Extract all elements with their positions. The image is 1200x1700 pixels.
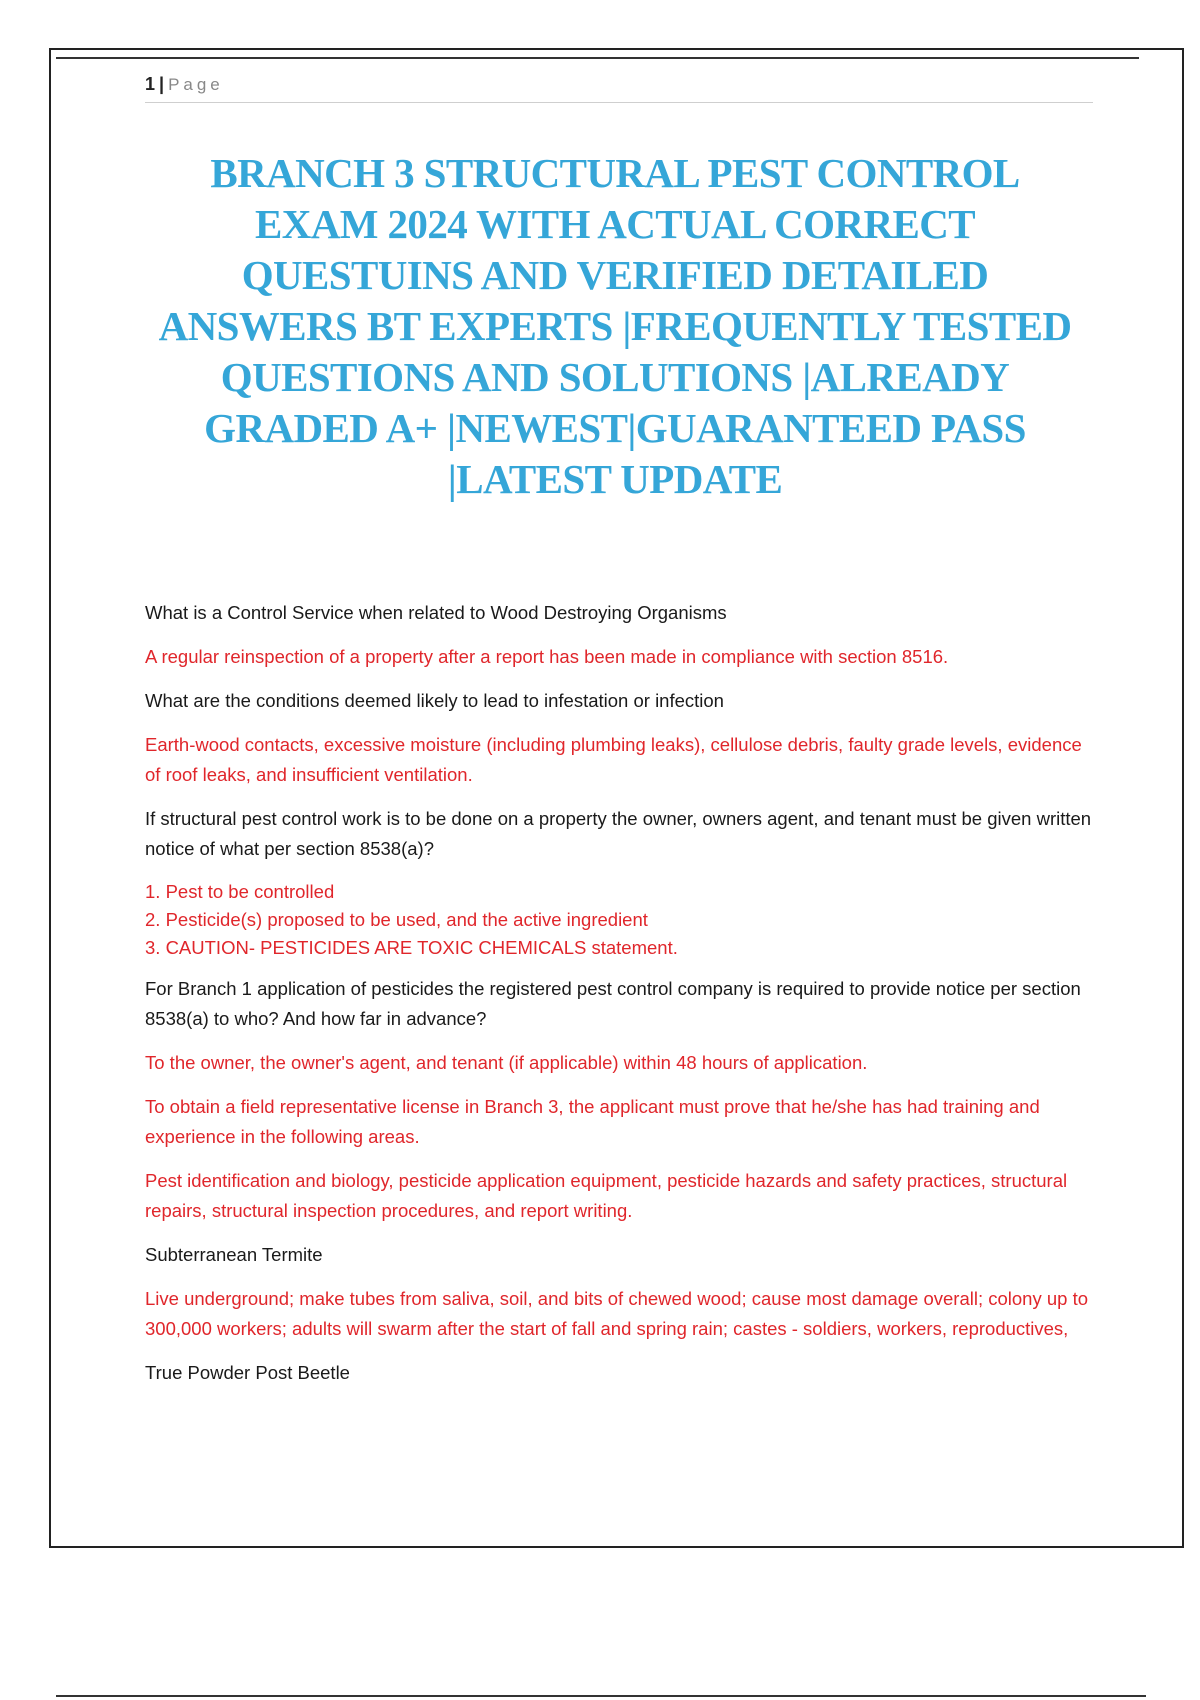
answer: Live underground; make tubes from saliva, soil, and bits of chewed wood; cause most damage overall; colony up to 300,000 workers; adults will swarm after the start of fall and spring rain; castes - soldiers, workers, reproductives, <box>145 1288 1088 1339</box>
question: Subterranean Termite <box>145 1244 323 1265</box>
page-label: Page <box>168 75 224 94</box>
qa-content <box>145 598 1095 1402</box>
page-separator: | <box>159 74 165 94</box>
answer-list-item: 1. Pest to be controlled <box>145 881 335 902</box>
answer-list <box>145 878 1095 962</box>
document-title: BRANCH 3 STRUCTURAL PEST CONTROL EXAM 2024 WITH ACTUAL CORRECT QUESTUINS AND VERIFIED DETAILED ANSWERS BT EXPERTS |FREQUENTLY TESTED QUESTIONS AND SOLUTIONS |ALREADY GRADED A+ |NEWEST|GUARANTEED PASS |LATEST UPDATE <box>158 150 1072 502</box>
answer-list-item: 3. CAUTION- PESTICIDES ARE TOXIC CHEMICALS statement. <box>145 937 678 958</box>
answer: A regular reinspection of a property after a report has been made in compliance with section 8516. <box>145 646 949 667</box>
answer: Pest identification and biology, pesticide application equipment, pesticide hazards and safety practices, structural repairs, structural inspection procedures, and report writing. <box>145 1170 1068 1221</box>
page-header <box>145 74 1093 103</box>
top-rule <box>56 57 1139 59</box>
question: What is a Control Service when related to Wood Destroying Organisms <box>145 602 727 623</box>
answer-list-item: 2. Pesticide(s) proposed to be used, and the active ingredient <box>145 909 648 930</box>
answer: To the owner, the owner's agent, and tenant (if applicable) within 48 hours of application. <box>145 1052 868 1073</box>
bottom-rule <box>56 1695 1146 1697</box>
answer: Earth-wood contacts, excessive moisture (including plumbing leaks), cellulose debris, faulty grade levels, evidence of roof leaks, and insufficient ventilation. <box>145 734 1082 785</box>
question: What are the conditions deemed likely to lead to infestation or infection <box>145 690 724 711</box>
question-red: To obtain a field representative license in Branch 3, the applicant must prove that he/she has had training and experience in the following areas. <box>145 1096 1040 1147</box>
page-number: 1 <box>145 74 156 94</box>
question: For Branch 1 application of pesticides the registered pest control company is required to provide notice per section 8538(a) to who? And how far in advance? <box>145 978 1081 1029</box>
question: If structural pest control work is to be done on a property the owner, owners agent, and tenant must be given written notice of what per section 8538(a)? <box>145 808 1092 859</box>
question: True Powder Post Beetle <box>145 1362 350 1383</box>
